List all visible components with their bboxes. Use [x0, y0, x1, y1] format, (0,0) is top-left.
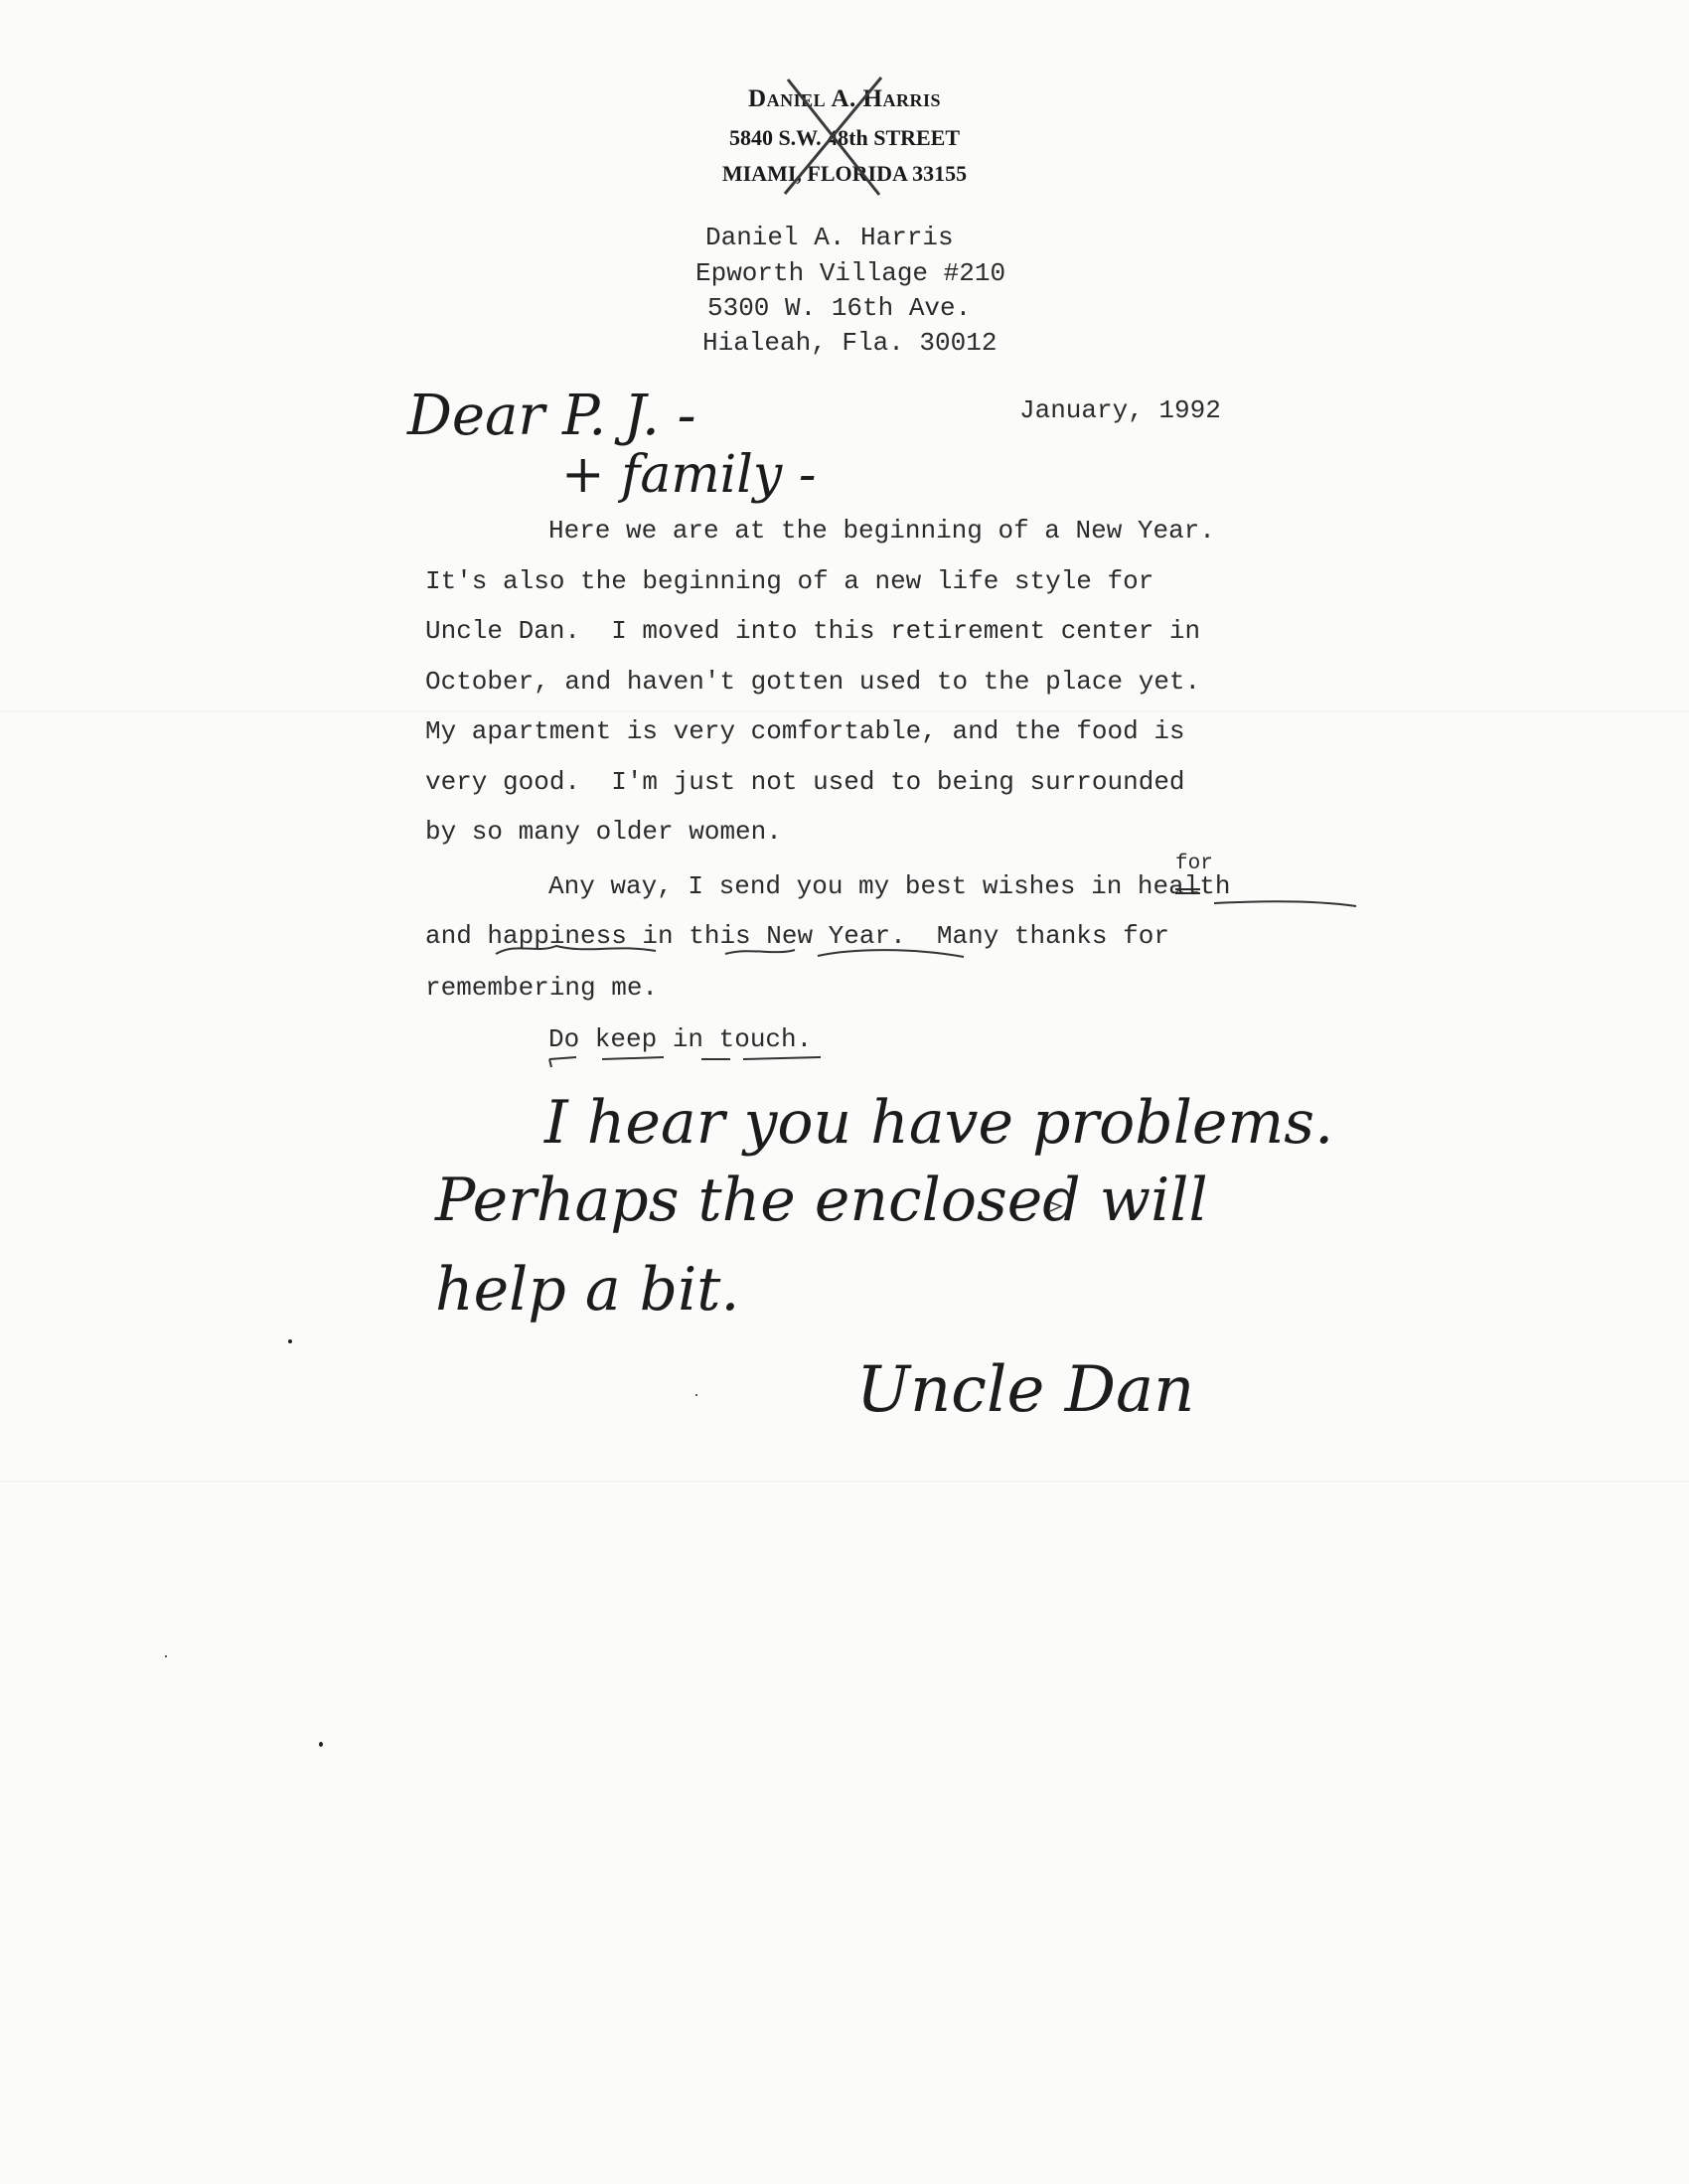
paper-speck [695, 1394, 697, 1396]
underline-touch [743, 1057, 821, 1059]
inserted-word: for [1175, 853, 1213, 875]
paper-fold [0, 1481, 1689, 1482]
underline-new-year [818, 950, 964, 957]
address-line: Epworth Village #210 [695, 258, 1006, 288]
letterhead-street: 5840 S.W. 48th STREET [728, 125, 961, 150]
signature: Uncle Dan [856, 1353, 1195, 1427]
body-line: Do keep in touch. [548, 1024, 813, 1054]
body-line: Here we are at the beginning of a New Year. [548, 516, 1215, 546]
body-line: and happiness in this New Year. Many thanks for [425, 921, 1169, 951]
body-line: October, and haven't gotten used to the place yet. [425, 667, 1201, 697]
body-line: My apartment is very comfortable, and the food is [425, 716, 1185, 746]
underline-keep [602, 1057, 664, 1059]
letterhead-name: Daniel A. Harris [748, 85, 941, 112]
underline-health [1214, 901, 1356, 906]
body-line: very good. I'm just not used to being surrounded [425, 767, 1185, 797]
salutation-line-1: Dear P. J. - [407, 384, 696, 448]
body-line: Uncle Dan. I moved into this retirement center in [425, 616, 1201, 646]
salutation-line-2: + family - [561, 445, 817, 505]
body-line: remembering me. [425, 973, 659, 1003]
letterhead-city: MIAMI, FLORIDA 33155 [721, 161, 968, 186]
address-line: Daniel A. Harris [705, 223, 954, 252]
body-line: Any way, I send you my best wishes in health [548, 871, 1231, 901]
letter-date: January, 1992 [1019, 395, 1221, 425]
paper-speck [165, 1655, 167, 1657]
body-line: by so many older women. [425, 817, 782, 847]
postscript-line: help a bit. [435, 1255, 740, 1325]
postscript-line: Perhaps the enclosed will [435, 1166, 1208, 1235]
paper-speck [288, 1339, 292, 1343]
address-line: Hialeah, Fla. 30012 [702, 328, 998, 358]
address-line: 5300 W. 16th Ave. [707, 293, 972, 323]
paper-speck [319, 1742, 323, 1747]
postscript-line: I hear you have problems. [544, 1088, 1334, 1158]
underline-do [549, 1057, 576, 1067]
body-line: It's also the beginning of a new life style for [425, 566, 1154, 596]
paper-fold [0, 710, 1689, 712]
